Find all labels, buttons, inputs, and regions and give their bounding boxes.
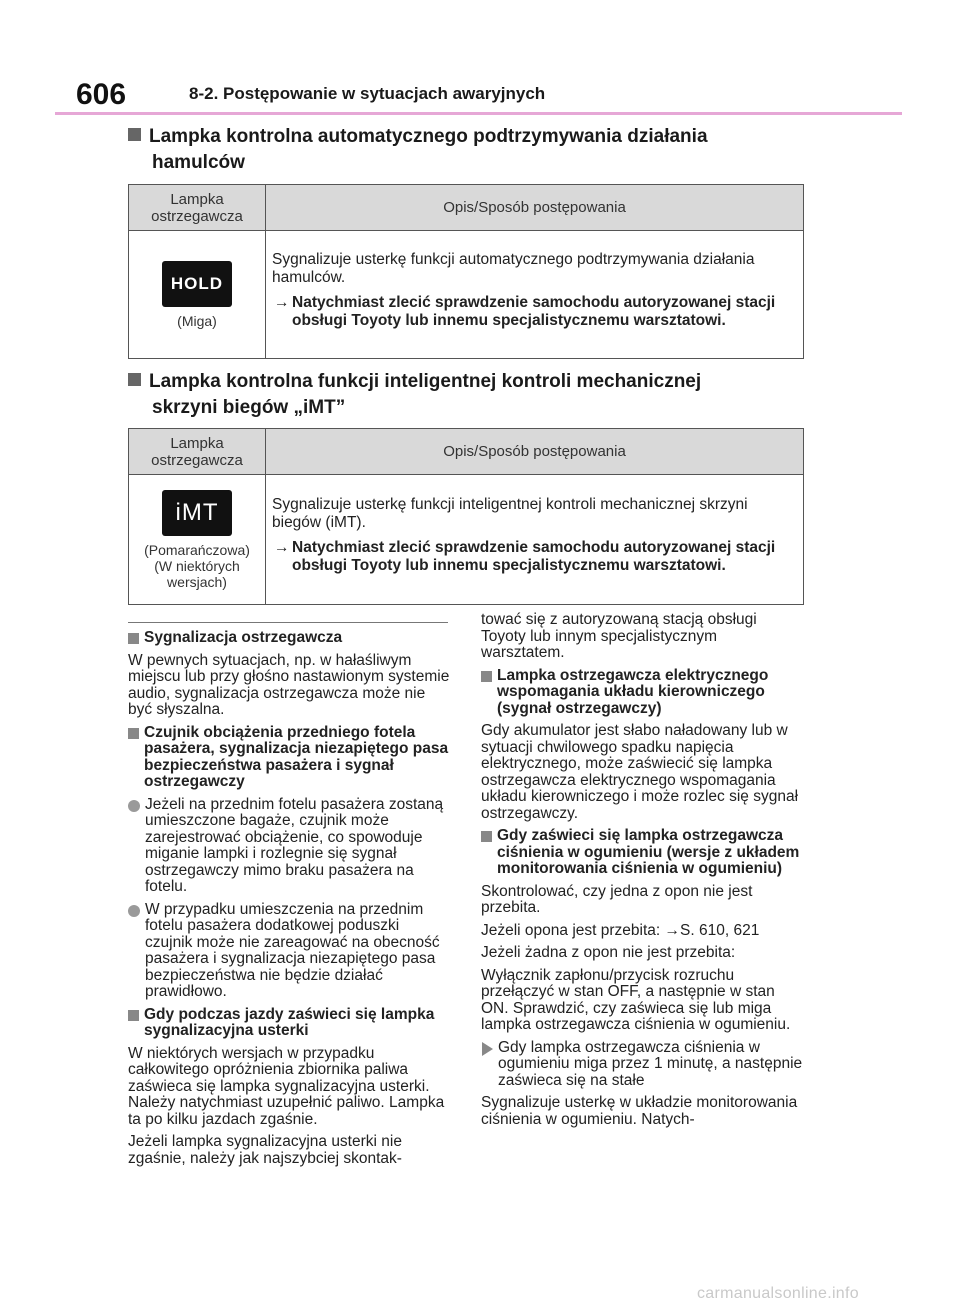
imt-lamp-icon: iMT xyxy=(162,490,232,536)
circle-bullet-icon xyxy=(128,905,140,917)
paragraph: W pewnych sytuacjach, np. w hałaśliwym miejscu lub przy głośno nastawionym systemie audio, sygnalizacja ostrzegawcza może nie być słyszalna. xyxy=(128,651,450,718)
subheading: Gdy zaświeci się lampka ostrzegawcza ciśnienia w ogumieniu (wersje z układem monitorowania ciśnienia w ogumieniu) xyxy=(481,828,803,878)
lamp-action: → Natychmiast zlecić sprawdzenie samochodu autoryzowanej stacji obsługi Toyoty lub innemu specjalistycznemu warsztatowi. xyxy=(274,293,776,329)
triangle-right-icon xyxy=(482,1042,493,1056)
left-column xyxy=(128,630,450,1173)
warning-table-brake-hold xyxy=(128,184,804,359)
table-header-lamp: Lampka ostrzegawcza xyxy=(129,185,266,231)
square-bullet-icon xyxy=(481,671,492,682)
lamp-description: Sygnalizuje usterkę funkcji inteligentnej kontroli mechanicznej skrzyni biegów (iMT). xyxy=(272,495,748,531)
list-item: Jeżeli na przednim fotelu pasażera zostaną umieszczone bagaże, czujnik może zarejestrować obciążenie, co spowoduje miganie lampki i rozlegnie się sygnał ostrzegawczy mimo braku pasażera na fotelu. xyxy=(128,797,450,896)
chapter-title: 8-2. Postępowanie w sytuacjach awaryjnych xyxy=(189,84,546,103)
right-column xyxy=(481,612,803,1134)
square-bullet-icon xyxy=(128,128,141,141)
desc-cell xyxy=(266,231,804,359)
lamp-action: → Natychmiast zlecić sprawdzenie samochodu autoryzowanej stacji obsługi Toyoty lub innemu specjalistycznemu warsztatowi. xyxy=(274,538,776,574)
paragraph: W niektórych wersjach w przypadku całkowitego opróżnienia zbiornika paliwa zaświeca się lampka sygnalizacyjna usterki. Należy natychmiast uzupełnić paliwo. Lampka ta po kilku jazdach zgaśnie. xyxy=(128,1044,445,1128)
column-divider xyxy=(128,622,448,623)
page-header xyxy=(76,76,902,116)
table-header-lamp: Lampka ostrzegawcza xyxy=(129,429,266,475)
square-bullet-icon xyxy=(128,728,139,739)
paragraph: Skontrolować, czy jedna z opon nie jest przebita. xyxy=(481,882,753,916)
subheading: Lampka ostrzegawcza elektrycznego wspomagania układu kierowniczego (sygnał ostrzegawczy) xyxy=(481,668,803,718)
lamp-description: Sygnalizuje usterkę funkcji automatycznego podtrzymywania działania hamulców. xyxy=(272,250,755,286)
lamp-caption: (Pomarańczowa) (W niektórych wersjach) xyxy=(144,541,250,590)
desc-cell xyxy=(266,475,804,605)
square-bullet-icon xyxy=(128,633,139,644)
square-bullet-icon xyxy=(481,831,492,842)
paragraph: Gdy akumulator jest słabo naładowany lub w sytuacji chwilowego spadku napięcia elektrycznego, może zaświecić się lampka ostrzegawcza elektrycznego wspomagania układu kierowniczego i może rozlec się sygnał ostrzegawczy. xyxy=(481,722,799,822)
section-title-brake-hold: Lampka kontrolna automatycznego podtrzymywania działania hamulców xyxy=(128,124,708,176)
square-bullet-icon xyxy=(128,1010,139,1021)
subheading: Sygnalizacja ostrzegawcza xyxy=(128,630,450,647)
lamp-caption: (Miga) xyxy=(177,312,217,329)
page-reference: Jeżeli opona jest przebita: →S. 610, 621 xyxy=(481,921,760,939)
paragraph: Jeżeli lampka sygnalizacyjna usterki nie zgaśnie, należy jak najszybciej skontak- xyxy=(128,1133,402,1167)
list-item: W przypadku umieszczenia na przednim fotelu pasażera dodatkowej poduszki czujnik może nie zareagować na obecność pasażera i sygnalizacja niezapiętego pasa bezpieczeństwa nie będzie działać prawidłowo. xyxy=(128,902,450,1001)
section-title-imt: Lampka kontrolna funkcji inteligentnej kontroli mechanicznej skrzyni biegów „iMT” xyxy=(128,369,701,421)
subheading: Czujnik obciążenia przedniego fotela pasażera, sygnalizacja niezapiętego pasa bezpieczeństwa pasażera i sygnał ostrzegawczy xyxy=(128,725,450,791)
paragraph: Jeżeli żadna z opon nie jest przebita: xyxy=(481,944,736,961)
lamp-cell xyxy=(129,475,266,605)
circle-bullet-icon xyxy=(128,800,140,812)
arrow-right-icon: → xyxy=(274,293,290,311)
warning-table-imt xyxy=(128,428,804,605)
arrow-right-icon: → xyxy=(274,538,290,556)
watermark: carmanualsonline.info xyxy=(697,1285,859,1302)
list-item: Gdy lampka ostrzegawcza ciśnienia w ogumieniu miga przez 1 minutę, a następnie zaświeca się na stałe xyxy=(481,1040,803,1090)
header-rule xyxy=(55,112,902,115)
paragraph: Sygnalizuje usterkę w układzie monitorowania ciśnienia w ogumieniu. Natych- xyxy=(481,1094,798,1128)
table-header-desc: Opis/Sposób postępowania xyxy=(266,185,804,231)
paragraph: Wyłącznik zapłonu/przycisk rozruchu przełączyć w stan OFF, a następnie w stan ON. Sprawdzić, czy zaświeca się lub miga lampka ostrzegawcza ciśnienia w ogumieniu. xyxy=(481,966,791,1033)
paragraph: tować się z autoryzowaną stacją obsługi Toyoty lub innym specjalistycznym warsztatem. xyxy=(481,611,757,661)
page-number: 606 xyxy=(76,78,127,111)
table-header-desc: Opis/Sposób postępowania xyxy=(266,429,804,475)
hold-lamp-icon: HOLD xyxy=(162,261,232,307)
square-bullet-icon xyxy=(128,373,141,386)
subheading: Gdy podczas jazdy zaświeci się lampka sygnalizacyjna usterki xyxy=(128,1007,450,1040)
lamp-cell xyxy=(129,231,266,359)
